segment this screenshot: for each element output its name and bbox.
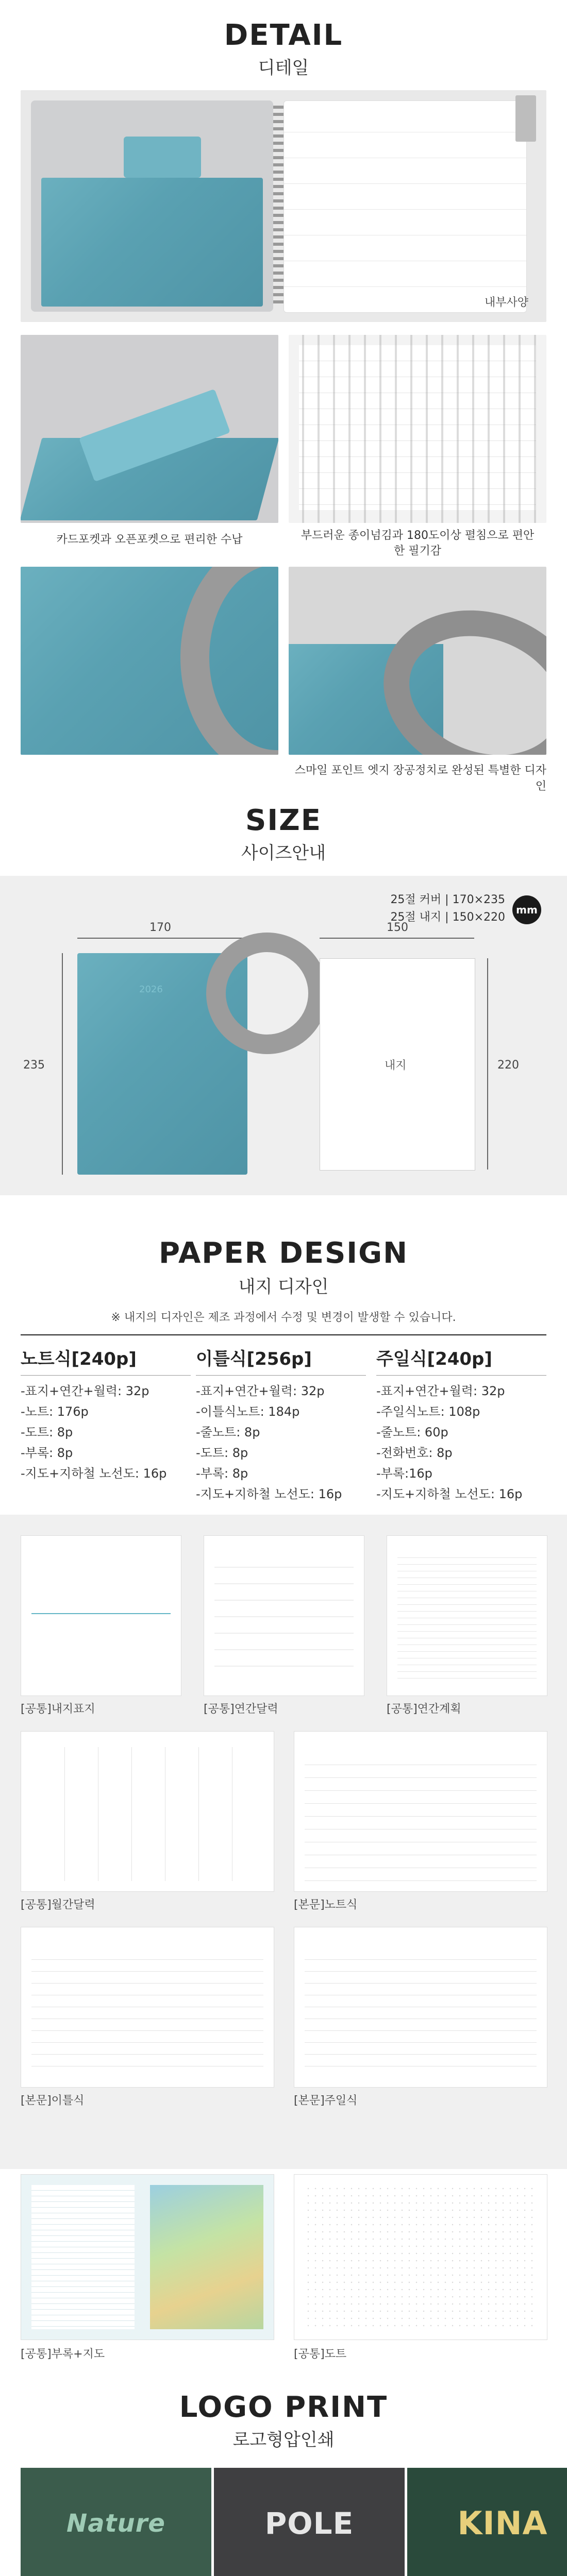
inner-spec-photo [21, 90, 546, 322]
paper-col-item: -부록: 8p [21, 1446, 73, 1460]
paper-title: PAPER DESIGN [159, 1236, 408, 1270]
pen-holder [515, 95, 536, 142]
inner-text: 내지 [385, 1059, 407, 1072]
paper-col-item: -지도+지하철 노선도: 16p [196, 1487, 342, 1501]
paper-thumbs-area [0, 1515, 567, 2169]
thumb-label: [본문]이틀식 [21, 2094, 85, 2107]
paper-col-head: 이틀식[256p] [196, 1349, 312, 1369]
thumb-label: [공통]연간달력 [204, 1703, 278, 1716]
edge-point-photo-2 [289, 567, 546, 755]
inner-height-line [487, 958, 488, 1170]
paper-col-weekly [376, 1345, 546, 1504]
logo-tile-text: Nature [66, 2509, 165, 2538]
thumb-cover [21, 1535, 181, 1696]
paper-col-item: -표지+연간+월력: 32p [21, 1384, 149, 1398]
paper-col-head: 주일식[240p] [376, 1349, 492, 1369]
thumb-label: [공통]월간달력 [21, 1899, 95, 1911]
inner-width-value: 150 [387, 921, 408, 934]
spring-ring-photo [289, 335, 546, 523]
paper-col-item: -지도+지하철 노선도: 16p [21, 1466, 167, 1481]
paper-col-note [21, 1345, 191, 1484]
spiral-binding [273, 106, 284, 307]
spring-ring-caption: 부드러운 종이넘김과 180도이상 펼침으로 편안한 필기감 [301, 529, 535, 557]
cover-year: 2026 [139, 984, 163, 995]
cover-width-value: 170 [149, 921, 171, 934]
card-pocket-photo [21, 335, 278, 523]
detail-title: DETAIL [224, 19, 343, 52]
paper-col-item: -부록:16p [376, 1466, 432, 1481]
paper-col-item: -줄노트: 8p [196, 1425, 260, 1439]
thumb-label: [공통]도트 [294, 2348, 347, 2361]
thumb-dot [294, 2174, 547, 2340]
paper-col-head: 노트식[240p] [21, 1349, 137, 1369]
inner-spec-label: 내부사양 [485, 296, 529, 309]
inner-height-value: 220 [497, 1059, 519, 1072]
paper-col-item: -도트: 8p [196, 1446, 248, 1460]
thumb-map [21, 2174, 274, 2340]
paper-note: ※ 내지의 디자인은 제조 과정에서 수정 및 변경이 발생할 수 있습니다. [111, 1311, 456, 1324]
paper-col-item: -부록: 8p [196, 1466, 248, 1481]
logo-title: LOGO PRINT [179, 2391, 388, 2424]
logo-tile-eun-1 [214, 2468, 405, 2576]
mm-badge: mm [512, 895, 541, 924]
size-panel [0, 876, 567, 1195]
thumb-label: [공통]내지표지 [21, 1703, 95, 1716]
thumb-label: [공통]연간계획 [387, 1703, 461, 1716]
inner-size-image [320, 958, 475, 1171]
paper-table-top [21, 1334, 546, 1335]
thumb-label: [공통]부록+지도 [21, 2348, 105, 2361]
cover-height-value: 235 [23, 1059, 45, 1072]
paper-col-item: -지도+지하철 노선도: 16p [376, 1487, 523, 1501]
thumb-weekly [294, 1927, 547, 2088]
edge-point-photo-1 [21, 567, 278, 755]
paper-col-item: -전화번호: 8p [376, 1446, 453, 1460]
logo-tile-geum-1 [407, 2468, 567, 2576]
thumb-note [294, 1731, 547, 1892]
paper-col-two-day [196, 1345, 366, 1504]
cover-size-image [77, 953, 247, 1175]
size-cover-label: 25절 커버 | 170×235 [390, 893, 505, 906]
size-inner-label: 25절 내지 | 150×220 [390, 911, 505, 924]
thumb-label: [본문]주일식 [294, 2094, 358, 2107]
pocket-panel [41, 178, 263, 307]
paper-col-item: -표지+연간+월력: 32p [376, 1384, 505, 1398]
edge-point-caption: 스마일 포인트 엣지 장공정치로 완성된 특별한 디자인 [294, 764, 546, 793]
logo-subtitle: 로고형압인쇄 [232, 2430, 335, 2450]
thumb-annual-plan [387, 1535, 547, 1696]
paper-col-item: -노트: 176p [21, 1404, 89, 1419]
size-title: SIZE [245, 804, 322, 837]
inner-pages [284, 100, 527, 313]
logo-tile-text: KINA [457, 2504, 548, 2542]
paper-subtitle: 내지 디자인 [238, 1277, 329, 1297]
logo-tile-bul-1 [21, 2468, 211, 2576]
card-pocket [124, 137, 201, 178]
card-pocket-caption: 카드포켓과 오픈포켓으로 편리한 수납 [56, 533, 243, 546]
paper-col-item: -이틀식노트: 184p [196, 1404, 300, 1419]
thumb-annual-calendar [204, 1535, 364, 1696]
inner-width-line [320, 938, 474, 949]
thumb-two-day [21, 1927, 274, 2088]
detail-subtitle: 디테일 [258, 58, 309, 78]
paper-col-item: -주일식노트: 108p [376, 1404, 480, 1419]
size-subtitle: 사이즈안내 [241, 843, 326, 863]
cover-width-line [77, 938, 247, 949]
thumb-monthly [21, 1731, 274, 1892]
cover-height-line [62, 953, 63, 1175]
paper-col-item: -도트: 8p [21, 1425, 73, 1439]
logo-tile-text: POLE [264, 2505, 354, 2541]
thumb-label: [본문]노트식 [294, 1899, 358, 1911]
paper-col-item: -줄노트: 60p [376, 1425, 448, 1439]
paper-col-item: -표지+연간+월력: 32p [196, 1384, 325, 1398]
